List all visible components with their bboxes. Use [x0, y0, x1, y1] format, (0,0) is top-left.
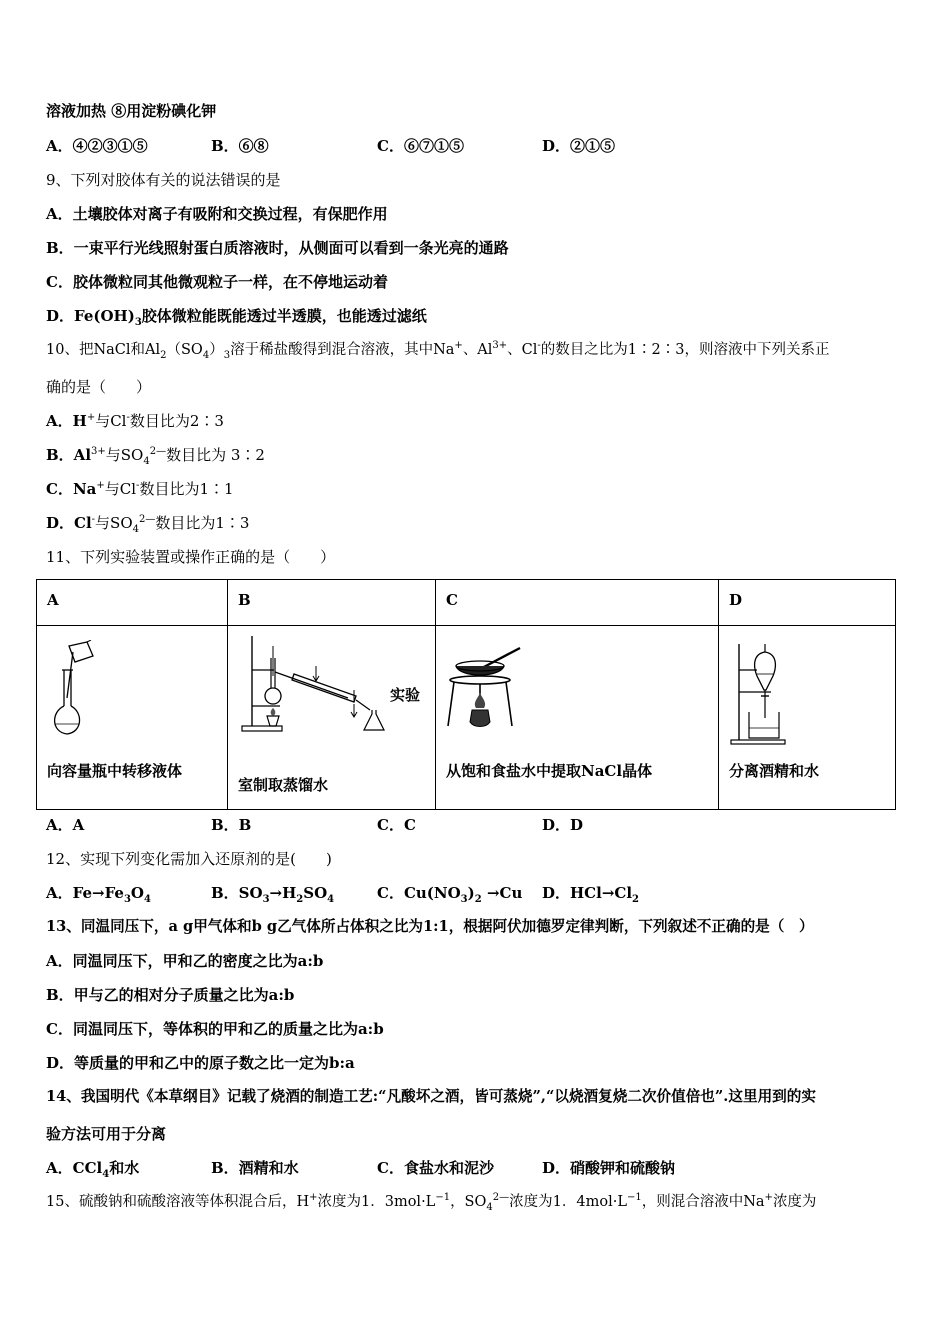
q11-option-d: D．D: [542, 816, 584, 834]
q11-caption-d: 分离酒精和水: [729, 762, 820, 780]
separatory-funnel-illustration: [727, 636, 791, 748]
q9-option-d: D．$Fe(OH)_3$胶体微粒能既能透过半透膜，也能透过滤纸: [46, 307, 427, 328]
q10-option-a: A．H+与Cl-数目比为2∶3: [46, 412, 224, 430]
q8-tail: 溶液加热 ⑧用淀粉碘化钾: [46, 102, 217, 120]
q14-option-d: D．硝酸钾和硫酸钠: [542, 1159, 676, 1177]
distillation-apparatus-illustration: [236, 632, 386, 736]
q8-option-b: B．⑥⑧: [211, 137, 269, 155]
q11-option-b: B．B: [211, 816, 252, 834]
q11-cell-b: [228, 626, 436, 810]
q8-option-d: D．②①⑤: [542, 137, 616, 155]
q11-option-a: A．A: [46, 816, 85, 834]
q12-option-d: D．$HCl\to Cl_2$: [542, 884, 639, 905]
q10-stem: 10、把NaCl和$Al_2(SO_4)_3$溶于稀盐酸得到混合溶液，其中Na+、$Al^{3+}$、Cl-的数目之比为1∶2∶3，则溶液中下列关系正: [46, 340, 830, 361]
q11-header-d: D: [719, 580, 896, 626]
q12-option-a: A．$Fe\to Fe_3O_4$: [46, 884, 151, 905]
q14-option-a: A．CCl$_4$和水: [46, 1159, 140, 1180]
q11-header-a: A: [37, 580, 228, 626]
q9-option-c: C．胶体微粒同其他微观粒子一样，在不停地运动着: [46, 273, 388, 291]
q10-option-c: C．Na+与Cl-数目比为1∶1: [46, 480, 234, 498]
q11-header-c: C: [436, 580, 719, 626]
q12-stem: 12、实现下列变化需加入还原剂的是( ): [46, 850, 332, 868]
q11-header-b: B: [228, 580, 436, 626]
q14-stem: 14、我国明代《本草纲目》记载了烧酒的制造工艺:“凡酸坏之酒，皆可蒸烧”,“以烧酒复烧二次价值倍也”.这里用到的实: [46, 1088, 816, 1105]
q11-caption-a: 向容量瓶中转移液体: [47, 762, 183, 780]
q13-option-a: A．同温同压下，甲和乙的密度之比为a:b: [46, 952, 324, 970]
q11-caption-b: 室制取蒸馏水: [238, 776, 329, 794]
q9-stem: 9、下列对胶体有关的说法错误的是: [46, 171, 281, 189]
q9-option-b: B．一束平行光线照射蛋白质溶液时，从侧面可以看到一条光亮的通路: [46, 239, 509, 257]
q10-option-d: D．Cl-与$SO_4^{2—}$数目比为1∶3: [46, 514, 250, 535]
q11-stem: 11、下列实验装置或操作正确的是（ ）: [46, 548, 336, 566]
q13-stem: 13、同温同压下，a g甲气体和b g乙气体所占体积之比为1:1，根据阿伏加德罗定律判断，下列叙述不正确的是（ ）: [46, 918, 814, 935]
q11-option-c: C．C: [377, 816, 416, 834]
q14-stem-cont: 验方法可用于分离: [46, 1125, 167, 1143]
q8-option-c: C．⑥⑦①⑤: [377, 137, 464, 155]
q10-stem-cont: 确的是（ ）: [46, 378, 152, 396]
q13-option-d: D．等质量的甲和乙中的原子数之比一定为b:a: [46, 1054, 355, 1072]
q8-option-a: A．④②③①⑤: [46, 137, 148, 155]
q11-cell-a: [37, 626, 228, 810]
volumetric-flask-funnel-illustration: [47, 640, 107, 740]
evaporating-dish-illustration: [446, 646, 530, 732]
q11-caption-c: 从饱和食盐水中提取NaCl晶体: [446, 762, 653, 780]
q14-option-b: B．酒精和水: [211, 1159, 299, 1177]
q13-option-b: B．甲与乙的相对分子质量之比为a:b: [46, 986, 295, 1004]
q11-cell-b-extra: 实验: [390, 686, 421, 704]
q11-cell-d: [719, 626, 896, 810]
q12-option-c: C．$Cu(NO_3)_2 \to Cu$: [377, 884, 523, 905]
q14-option-c: C．食盐水和泥沙: [377, 1159, 494, 1177]
q10-option-b: B．$Al^{3+}$与$SO_4^{2—}$数目比为 3∶2: [46, 446, 265, 467]
q15-stem: 15、硫酸钠和硫酸溶液等体积混合后，H+浓度为1．$3mol\cdot L^{-1}$，$SO_4^{2—}$浓度为1．$4mol\cdot L^{-1}$，则混合溶液中Na+浓度为: [46, 1192, 817, 1213]
q13-option-c: C．同温同压下，等体积的甲和乙的质量之比为a:b: [46, 1020, 384, 1038]
q11-table: [36, 579, 896, 810]
q12-option-b: B．$SO_3\to H_2SO_4$: [211, 884, 335, 905]
q9-option-a: A．土壤胶体对离子有吸附和交换过程，有保肥作用: [46, 205, 388, 223]
q11-cell-c: [436, 626, 719, 810]
